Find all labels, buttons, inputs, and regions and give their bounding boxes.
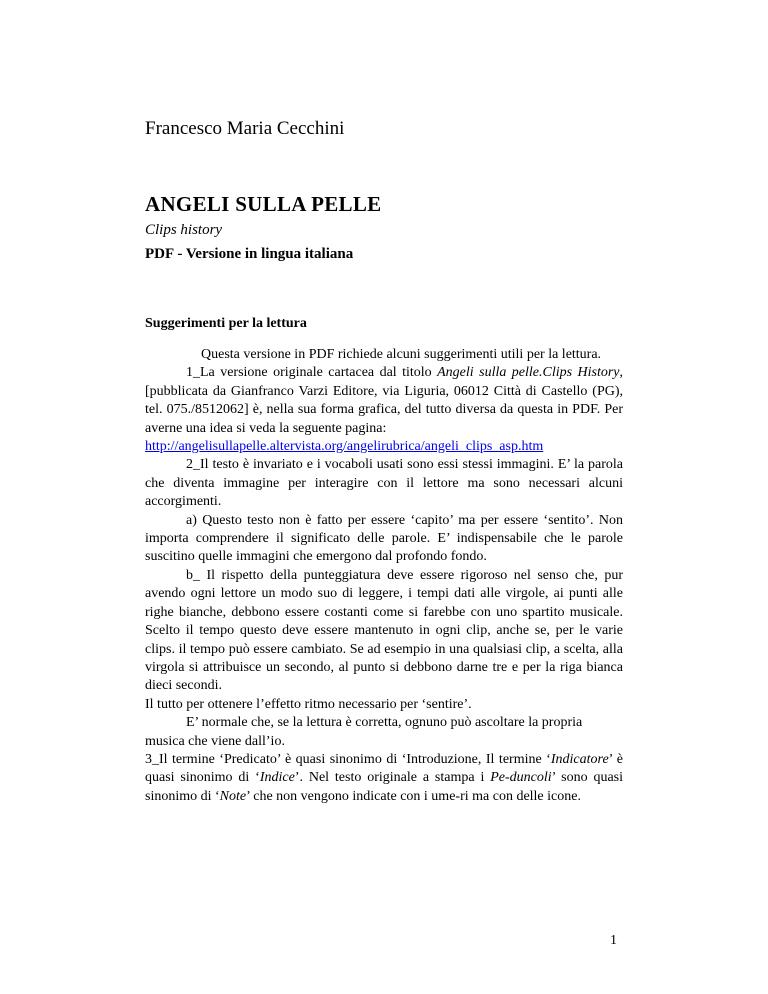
document-subtitle: Clips history [145,222,223,238]
book-title: Angeli sulla pelle.Clips History [437,365,620,381]
paragraph-point-3-text-b: ’ è quasi sinonimo di ‘ [145,751,624,786]
paragraph-point-3-text-e: ’ che non vengono indicate con i ume-ri ma con delle icone. [246,788,581,804]
paragraph-point-3-text-d: ’ sono quasi sinonimo di ‘ [145,770,623,804]
link-paragraph [145,438,623,456]
paragraph-music: E’ normale che, se la lettura è corretta, ognuno può ascoltare la propria musica che viene dall’io. [145,715,583,749]
website-link[interactable]: http://angelisullapelle.altervista.org/angelirubrica/angeli_clips_asp.htm [145,439,544,455]
term-indice: Indice [259,770,295,786]
page-number: 1 [610,933,617,948]
paragraph-point-1-text-b: , [pubblicata da Gianfranco Varzi Editore, via Liguria, 06012 Città di Castello (PG), tel. 075./8512062] è, nella sua forma grafica, del tutto diversa da questa in PDF. Per averne una idea si veda la seguente pagina: [145,365,624,436]
document-title: ANGELI SULLA PELLE [145,192,382,216]
body-text [145,346,623,806]
term-note: Note [219,788,247,804]
paragraph-rhythm: Il tutto per ottenere l’effetto ritmo necessario per ‘sentire’. [145,696,472,712]
paragraph-point-3 [145,751,623,806]
term-indicatore: Indicatore [550,751,609,767]
paragraph-point-3-text-a: 3_Il termine ‘Predicato’ è quasi sinonimo di ‘Introduzione, Il termine ‘ [145,751,551,767]
paragraph-point-1-text-a: 1_La versione originale cartacea dal titolo [186,365,438,381]
paragraph-point-2a: a) Questo testo non è fatto per essere ‘capito’ ma per essere ‘sentito’. Non importa comprendere il significato delle parole. E’ indispensabile che le parole suscitino quelle immagini che emergono dal profondo fondo. [145,512,623,565]
version-line: PDF - Versione in lingua italiana [145,246,354,262]
paragraph-intro: Questa versione in PDF richiede alcuni suggerimenti utili per la lettura. [201,347,602,362]
section-heading: Suggerimenti per la lettura [145,316,307,331]
paragraph-point-1 [145,364,623,438]
term-peduncoli: Pe-duncoli [490,770,552,786]
paragraph-point-2: 2_Il testo è invariato e i vocaboli usati sono essi stessi immagini. E’ la parola che diventa immagine per interagire con il lettore ma sono necessari alcuni accorgimenti. [145,457,623,510]
paragraph-point-3-text-c: ’. Nel testo originale a stampa i [294,770,491,786]
paragraph-point-2b: b_ Il rispetto della punteggiatura deve essere rigoroso nel senso che, pur avendo ogni lettore un modo suo di leggere, i tempi dati alle virgole, ai punti alle righe bianche, debbono essere costanti come si farebbe con uno spartito musicale. Scelto il tempo questo deve essere mantenuto in ogni clip, anche se, per le varie clips. il tempo può essere cambiato. Se ad esempio in una qualsiasi clip, a scelta, alla virgola si attribuisce un secondo, al punto si debbono darne tre e per la riga bianca dieci secondi. [145,567,623,694]
author-name: Francesco Maria Cecchini [145,118,345,139]
